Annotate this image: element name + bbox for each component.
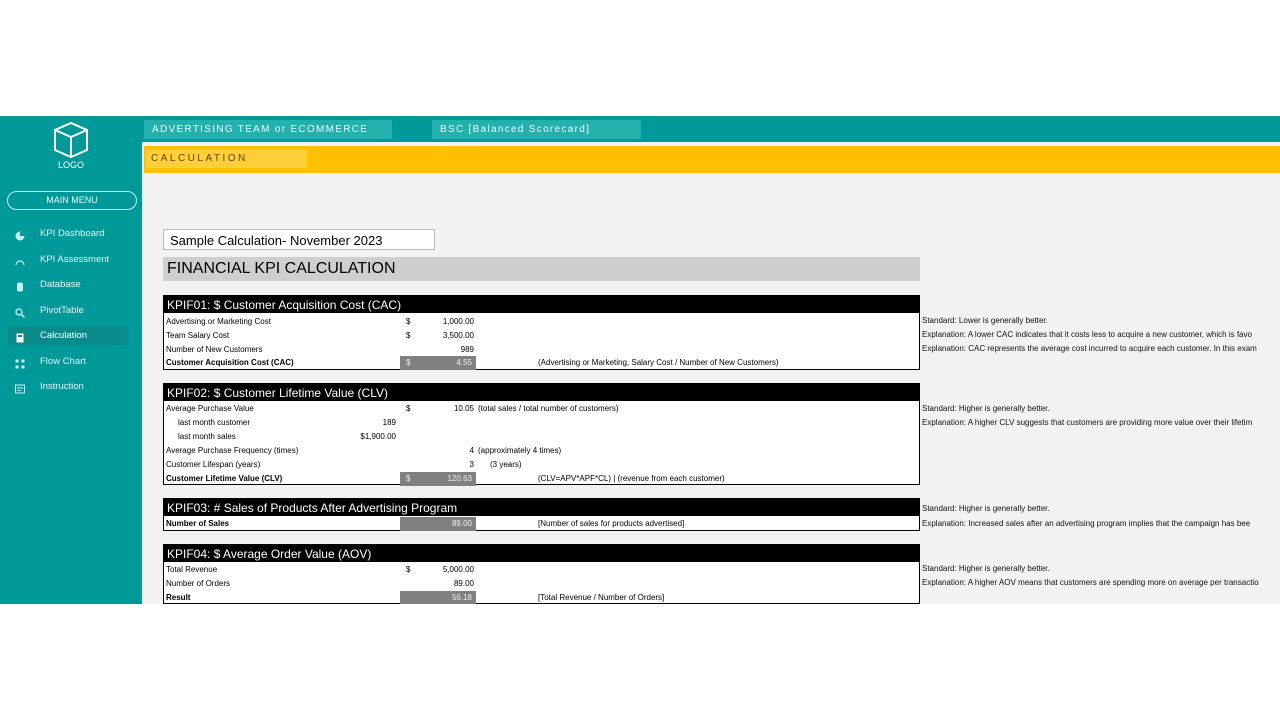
- row-value: 4: [469, 446, 474, 455]
- tab-advertising-kpi[interactable]: ADVERTISING TEAM or ECOMMERCE: [144, 120, 392, 139]
- sidebar-item-kpi-dashboard[interactable]: [8, 224, 127, 243]
- row-value: 10.05: [453, 404, 474, 413]
- result-value: 4.55: [456, 358, 472, 367]
- result-label: Customer Lifetime Value (CLV): [166, 474, 283, 483]
- kpi-sales-table: [163, 498, 920, 531]
- row-label: last month sales: [178, 432, 236, 441]
- row-label: Number of Orders: [166, 579, 231, 588]
- kpi3-standard: Standard: Higher is generally better.: [922, 504, 1050, 513]
- sidebar-item-label: Database: [40, 279, 81, 290]
- kpi4-standard: Standard: Higher is generally better.: [922, 564, 1050, 573]
- sample-calculation-title: Sample Calculation- November 2023: [163, 229, 435, 250]
- pie-chart-icon: [15, 229, 25, 239]
- formula-note: [Total Revenue / Number of Orders]: [538, 593, 665, 602]
- gauge-icon: [15, 255, 25, 265]
- sidebar-item-kpi-assessment[interactable]: [8, 250, 127, 269]
- main-menu-button[interactable]: MAIN MENU: [7, 191, 137, 210]
- result-row: [164, 356, 919, 370]
- row-note: (approximately 4 times): [478, 446, 562, 455]
- sidebar-item-pivottable[interactable]: [8, 301, 127, 320]
- sidebar: [0, 116, 142, 604]
- sidebar-item-label: PivotTable: [40, 305, 84, 316]
- formula-note: (Advertising or Marketing, Salary Cost / Number of New Customers): [538, 358, 779, 367]
- row-label: Average Purchase Value: [166, 404, 254, 413]
- row-value: 3: [469, 460, 474, 469]
- tab-calculation[interactable]: CALCULATION: [146, 150, 307, 168]
- result-cell[interactable]: [400, 472, 476, 486]
- row-label: Average Purchase Frequency (times): [166, 446, 299, 455]
- sidebar-item-label: KPI Assessment: [40, 254, 110, 265]
- sidebar-item-label: Flow Chart: [40, 356, 86, 367]
- row-value: 5,000.00: [442, 565, 474, 574]
- calculator-icon: [15, 331, 25, 341]
- table-row: [164, 343, 919, 357]
- kpi-title: KPIF04: $ Average Order Value (AOV): [164, 545, 919, 562]
- row-value: 189: [382, 418, 396, 427]
- sidebar-item-database[interactable]: [8, 275, 127, 294]
- row-label: Customer Lifespan (years): [166, 460, 261, 469]
- sidebar-item-label: Instruction: [40, 381, 84, 392]
- result-label: Result: [166, 593, 191, 602]
- row-value: 1,000.00: [442, 317, 474, 326]
- result-row: [164, 517, 919, 531]
- kpi1-explanation-2: Explanation: CAC represents the average cost incurred to acquire each customer. In this exam: [922, 344, 1257, 353]
- table-row: [164, 458, 919, 472]
- magnifier-icon: [15, 306, 25, 316]
- result-label: Customer Acquisition Cost (CAC): [166, 358, 294, 367]
- kpi2-explanation: Explanation: A higher CLV suggests that customers are providing more value over their lifetim: [922, 418, 1253, 427]
- result-value: 56.18: [451, 593, 472, 602]
- kpi3-explanation: Explanation: Increased sales after an advertising program implies that the campaign has bee: [922, 519, 1251, 528]
- kpi-title: KPIF02: $ Customer Lifetime Value (CLV): [164, 384, 919, 401]
- row-label: Number of New Customers: [166, 345, 263, 354]
- currency-sign: $: [406, 404, 411, 413]
- row-label: Advertising or Marketing Cost: [166, 317, 271, 326]
- row-label: last month customer: [178, 418, 251, 427]
- table-row: [164, 416, 919, 430]
- currency-sign: $: [406, 317, 411, 326]
- kpi-cac-table: [163, 295, 920, 370]
- tab-bsc-model[interactable]: BSC [Balanced Scorecard]: [432, 120, 641, 139]
- row-note: (3 years): [490, 460, 522, 469]
- result-row: [164, 591, 919, 604]
- row-value: $1,900.00: [360, 432, 396, 441]
- row-value: 89.00: [453, 579, 474, 588]
- row-value: 989: [460, 345, 474, 354]
- sidebar-item-label: KPI Dashboard: [40, 228, 105, 239]
- sub-header: [144, 146, 1280, 173]
- sidebar-item-calculation[interactable]: [8, 326, 127, 345]
- sidebar-item-instruction[interactable]: [8, 377, 127, 396]
- result-label: Number of Sales: [166, 519, 230, 528]
- row-label: Total Revenue: [166, 565, 218, 574]
- table-row: [164, 444, 919, 458]
- kpi-title: KPIF01: $ Customer Acquisition Cost (CAC): [164, 296, 919, 313]
- instruction-icon: [15, 382, 25, 392]
- currency-sign: $: [406, 565, 411, 574]
- currency-sign: $: [406, 474, 411, 483]
- currency-sign: $: [406, 358, 411, 367]
- table-row: [164, 563, 919, 577]
- result-value: 120.63: [447, 474, 472, 483]
- kpi-title: KPIF03: # Sales of Products After Advertising Program: [164, 499, 919, 516]
- result-cell[interactable]: [400, 517, 476, 531]
- kpi4-explanation: Explanation: A higher AOV means that customers are spending more on average per transactio: [922, 578, 1259, 587]
- kpi-aov-table: [163, 544, 920, 604]
- result-cell[interactable]: [400, 591, 476, 604]
- result-value: 89.00: [451, 519, 472, 528]
- row-note: (total sales / total number of customers): [478, 404, 619, 413]
- formula-note: (CLV=APV*APF*CL) | (revenue from each customer): [538, 474, 725, 483]
- flow-chart-icon: [15, 357, 25, 367]
- result-row: [164, 472, 919, 486]
- sidebar-item-flow-chart[interactable]: [8, 352, 127, 371]
- row-value: 3,500.00: [442, 331, 474, 340]
- top-header: [142, 116, 1280, 142]
- currency-sign: $: [406, 331, 411, 340]
- sidebar-item-label: Calculation: [40, 330, 87, 341]
- app-window: [0, 116, 1280, 604]
- logo-text: LOGO: [57, 160, 84, 170]
- table-row: [164, 315, 919, 329]
- section-title: FINANCIAL KPI CALCULATION: [163, 257, 920, 281]
- database-icon: [15, 280, 25, 290]
- table-row: [164, 577, 919, 591]
- kpi-clv-table: [163, 383, 920, 485]
- cube-logo-icon: [52, 120, 90, 160]
- formula-note: [Number of sales for products advertised]: [538, 519, 685, 528]
- table-row: [164, 402, 919, 416]
- table-row: [164, 329, 919, 343]
- kpi1-explanation-1: Explanation: A lower CAC indicates that it costs less to acquire a new customer, which is favo: [922, 330, 1252, 339]
- row-label: Team Salary Cost: [166, 331, 230, 340]
- result-cell[interactable]: [400, 356, 476, 370]
- kpi1-standard: Standard: Lower is generally better.: [922, 316, 1048, 325]
- kpi2-standard: Standard: Higher is generally better.: [922, 404, 1050, 413]
- table-row: [164, 430, 919, 444]
